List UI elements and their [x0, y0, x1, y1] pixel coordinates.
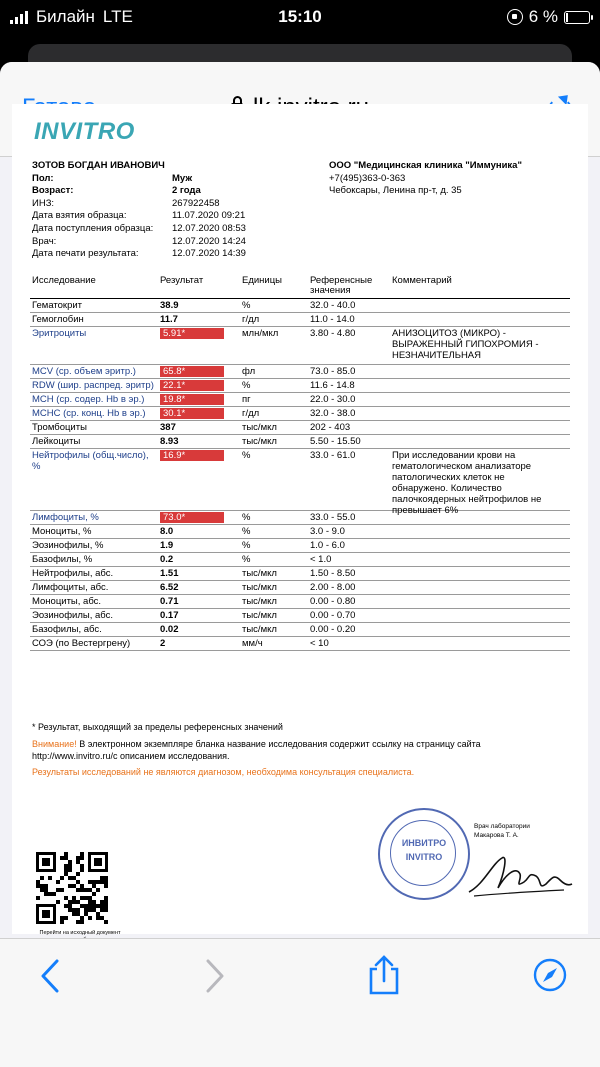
row-result: 0.71	[160, 596, 179, 607]
row-units: фл	[242, 366, 256, 377]
row-reference: 22.0 - 30.0	[310, 394, 356, 405]
row-result: 16.9*	[160, 450, 224, 461]
qr-code[interactable]	[36, 852, 108, 924]
qr-module	[76, 872, 80, 876]
row-units: тыс/мкл	[242, 624, 277, 635]
row-result: 0.17	[160, 610, 179, 621]
battery-percent: 6 %	[528, 7, 558, 26]
patient-field	[32, 210, 332, 223]
row-result: 0.02	[160, 624, 179, 635]
field-label: Врач:	[32, 235, 57, 247]
row-units: г/дл	[242, 408, 260, 419]
row-units: тыс/мкл	[242, 436, 277, 447]
qr-module	[92, 892, 96, 896]
table-row	[30, 567, 570, 581]
results-table	[30, 274, 570, 651]
header-comment: Комментарий	[392, 275, 452, 286]
row-reference: 32.0 - 40.0	[310, 300, 356, 311]
row-result: 2	[160, 638, 166, 649]
row-units: %	[242, 450, 251, 461]
row-result: 38.9	[160, 300, 179, 311]
field-value: 12.07.2020 14:39	[172, 248, 246, 260]
row-units: млн/мкл	[242, 328, 279, 339]
row-test: Базофилы, абс.	[32, 624, 102, 635]
patient-name: ЗОТОВ БОГДАН ИВАНОВИЧ	[32, 160, 165, 171]
row-result: 11.7	[160, 314, 178, 325]
qr-module	[88, 916, 92, 920]
attention-link[interactable]: http://www.invitro.ru/с описанием исследования.	[32, 751, 230, 761]
table-row	[30, 421, 570, 435]
row-reference: < 10	[310, 638, 329, 649]
row-comment: АНИЗОЦИТОЗ (МИКРО) - ВЫРАЖЕННЫЙ ГИПОХРОМИЯ - НЕЗНАЧИТЕЛЬНАЯ	[392, 328, 539, 361]
row-reference: 1.50 - 8.50	[310, 568, 356, 579]
field-value: 2 года	[172, 185, 201, 197]
table-row	[30, 327, 570, 365]
table-row	[30, 393, 570, 407]
row-reference: < 1.0	[310, 554, 332, 565]
row-test: Лейкоциты	[32, 436, 81, 447]
qr-module	[60, 888, 64, 892]
table-row	[30, 553, 570, 567]
row-units: тыс/мкл	[242, 596, 277, 607]
row-test: СОЭ (по Вестергрену)	[32, 638, 131, 649]
qr-note: Перейти на исходный документ	[39, 930, 121, 936]
row-reference: 33.0 - 55.0	[310, 512, 356, 523]
qr-module	[96, 888, 100, 892]
patient-field	[32, 223, 332, 236]
qr-module	[104, 920, 108, 924]
carrier: Билайн	[36, 7, 95, 26]
row-test: Нейтрофилы, абс.	[32, 568, 114, 579]
row-reference: 33.0 - 61.0	[310, 450, 356, 461]
row-test: Гематокрит	[32, 300, 83, 311]
qr-module	[104, 908, 108, 912]
row-units: %	[242, 554, 251, 565]
patient-field	[32, 198, 332, 211]
qr-module	[42, 910, 50, 918]
row-units: тыс/мкл	[242, 422, 277, 433]
table-row	[30, 539, 570, 553]
qr-module	[68, 868, 72, 872]
footnote: * Результат, выходящий за пределы референсных значений	[32, 722, 283, 732]
row-units: пг	[242, 394, 251, 405]
row-test: МCHC (ср. конц. Hb в эр.)	[32, 408, 146, 419]
header-result: Результат	[160, 275, 204, 286]
table-row	[30, 623, 570, 637]
table-row	[30, 407, 570, 421]
compass-icon[interactable]	[532, 957, 568, 993]
stamp-top-text: ИНВИТРО	[401, 838, 447, 848]
row-result: 65.8*	[160, 366, 224, 377]
status-right	[507, 7, 590, 27]
share-icon[interactable]	[366, 955, 402, 995]
row-reference: 3.80 - 4.80	[310, 328, 356, 339]
row-result: 22.1*	[160, 380, 224, 391]
row-test: MCV (ср. объем эритр.)	[32, 366, 136, 377]
row-units: %	[242, 380, 251, 391]
header-test: Исследование	[32, 275, 96, 286]
field-value: 12.07.2020 08:53	[172, 222, 246, 234]
clinic-name: ООО "Медицинская клиника "Иммуника"	[329, 160, 522, 171]
row-comment: При исследовании крови на гематологическом анализаторе патологических клеток не обнаружено. Количество палочкоядерных нейтрофилов не превышает 6%	[392, 450, 542, 516]
qr-module	[60, 920, 64, 924]
table-row	[30, 637, 570, 651]
row-reference: 32.0 - 38.0	[310, 408, 356, 419]
qr-module	[40, 876, 44, 880]
row-units: г/дл	[242, 314, 260, 325]
qr-module	[42, 858, 50, 866]
field-label: Дата взятия образца:	[32, 210, 127, 222]
row-result: 0.2	[160, 554, 174, 565]
qr-module	[56, 900, 60, 904]
row-result: 387	[160, 422, 176, 433]
row-test: Эозинофилы, абс.	[32, 610, 113, 621]
qr-module	[56, 880, 60, 884]
table-row	[30, 299, 570, 313]
bottom-toolbar	[0, 938, 600, 1067]
table-row	[30, 435, 570, 449]
row-units: тыс/мкл	[242, 582, 277, 593]
orientation-lock-icon	[507, 9, 523, 25]
patient-fields	[32, 173, 332, 261]
invitro-stamp	[378, 808, 470, 900]
clock: 15:10	[278, 7, 322, 26]
row-test: Тромбоциты	[32, 422, 87, 433]
table-row	[30, 511, 570, 525]
qr-module	[48, 876, 52, 880]
row-reference: 0.00 - 0.70	[310, 610, 356, 621]
row-test: Моноциты, %	[32, 526, 92, 537]
doctor-info	[474, 822, 530, 840]
clinic-info	[329, 160, 522, 198]
row-test: Моноциты, абс.	[32, 596, 102, 607]
row-test: Эритроциты	[32, 328, 87, 339]
row-result: 6.52	[160, 582, 179, 593]
row-units: тыс/мкл	[242, 610, 277, 621]
patient-field	[32, 185, 332, 198]
table-row	[30, 525, 570, 539]
doctor-title: Врач лаборатории	[474, 823, 530, 830]
battery-icon	[564, 11, 590, 24]
stamp-bottom-text: INVITRO	[405, 852, 443, 862]
row-test: Лимфоциты, %	[32, 512, 99, 523]
field-value: 12.07.2020 14:24	[172, 235, 246, 247]
row-units: тыс/мкл	[242, 568, 277, 579]
row-units: %	[242, 300, 251, 311]
row-reference: 11.6 - 14.8	[310, 380, 355, 391]
row-units: мм/ч	[242, 638, 263, 649]
row-test: RDW (шир. распред. эритр)	[32, 380, 154, 391]
status-bar	[0, 0, 600, 36]
header-reference: Референсные значения	[310, 275, 373, 296]
row-test: Нейтрофилы (общ.число), %	[32, 450, 149, 472]
row-reference: 2.00 - 8.00	[310, 582, 356, 593]
row-result: 1.9	[160, 540, 174, 551]
row-reference: 3.0 - 9.0	[310, 526, 345, 537]
row-test: Гемоглобин	[32, 314, 84, 325]
lab-report	[12, 104, 588, 934]
row-reference: 0.00 - 0.80	[310, 596, 356, 607]
row-result: 5.91*	[160, 328, 224, 339]
clinic-address: Чебоксары, Ленина пр-т, д. 35	[329, 185, 462, 197]
results-header	[30, 274, 570, 299]
qr-module	[80, 920, 84, 924]
row-reference: 11.0 - 14.0	[310, 314, 355, 325]
row-units: %	[242, 512, 251, 523]
row-result: 19.8*	[160, 394, 224, 405]
qr-module	[94, 858, 102, 866]
doctor-name: Макарова Т. А.	[474, 832, 519, 839]
field-value: 267922458	[172, 197, 220, 209]
field-label: Дата печати результата:	[32, 248, 139, 260]
qr-module	[80, 868, 84, 872]
attention-text: В электронном экземпляре бланка название исследования содержит ссылку на страницу сайта	[76, 739, 481, 749]
field-label: Дата поступления образца:	[32, 222, 154, 234]
table-row	[30, 581, 570, 595]
doctor-signature	[464, 844, 574, 904]
table-row	[30, 365, 570, 379]
row-test: Эозинофилы, %	[32, 540, 104, 551]
qr-module	[64, 916, 68, 920]
qr-module	[52, 892, 56, 896]
row-reference: 0.00 - 0.20	[310, 624, 356, 635]
qr-module	[80, 856, 84, 860]
result-rows	[30, 299, 570, 651]
field-label: Пол:	[32, 172, 54, 184]
qr-module	[36, 896, 40, 900]
row-reference: 202 - 403	[310, 422, 351, 433]
table-row	[30, 379, 570, 393]
table-row	[30, 449, 570, 516]
row-test: Лимфоциты, абс.	[32, 582, 109, 593]
network-type: LTE	[102, 7, 133, 26]
row-reference: 5.50 - 15.50	[310, 436, 361, 447]
row-result: 73.0*	[160, 512, 224, 523]
field-value: 11.07.2020 09:21	[172, 210, 246, 222]
table-row	[30, 313, 570, 327]
back-icon[interactable]	[40, 959, 60, 993]
patient-field	[32, 236, 332, 249]
field-label: ИНЗ:	[32, 197, 55, 209]
row-reference: 1.0 - 6.0	[310, 540, 345, 551]
qr-module	[104, 884, 108, 888]
patient-info	[32, 160, 332, 261]
row-result: 8.0	[160, 526, 174, 537]
table-row	[30, 609, 570, 623]
attention-note	[32, 738, 552, 762]
row-result: 8.93	[160, 436, 179, 447]
table-row	[30, 595, 570, 609]
row-units: %	[242, 540, 251, 551]
row-reference: 73.0 - 85.0	[310, 366, 356, 377]
qr-module	[60, 876, 64, 880]
clinic-phone: +7(495)363-0-363	[329, 172, 406, 184]
row-result: 1.51	[160, 568, 179, 579]
patient-field	[32, 248, 332, 261]
patient-field	[32, 173, 332, 186]
header-units: Единицы	[242, 275, 283, 286]
attention-word: Внимание!	[32, 739, 77, 749]
invitro-logo: INVITRO	[34, 118, 135, 145]
field-label: Возраст:	[32, 185, 74, 197]
row-units: %	[242, 526, 251, 537]
row-result: 30.1*	[160, 408, 224, 419]
forward-icon[interactable]	[205, 959, 225, 993]
field-value: Муж	[172, 172, 193, 184]
disclaimer: Результаты исследований не являются диагнозом, необходима консультация специалиста.	[32, 767, 415, 777]
row-test: MCH (ср. содер. Hb в эр.)	[32, 394, 145, 405]
row-test: Базофилы, %	[32, 554, 93, 565]
